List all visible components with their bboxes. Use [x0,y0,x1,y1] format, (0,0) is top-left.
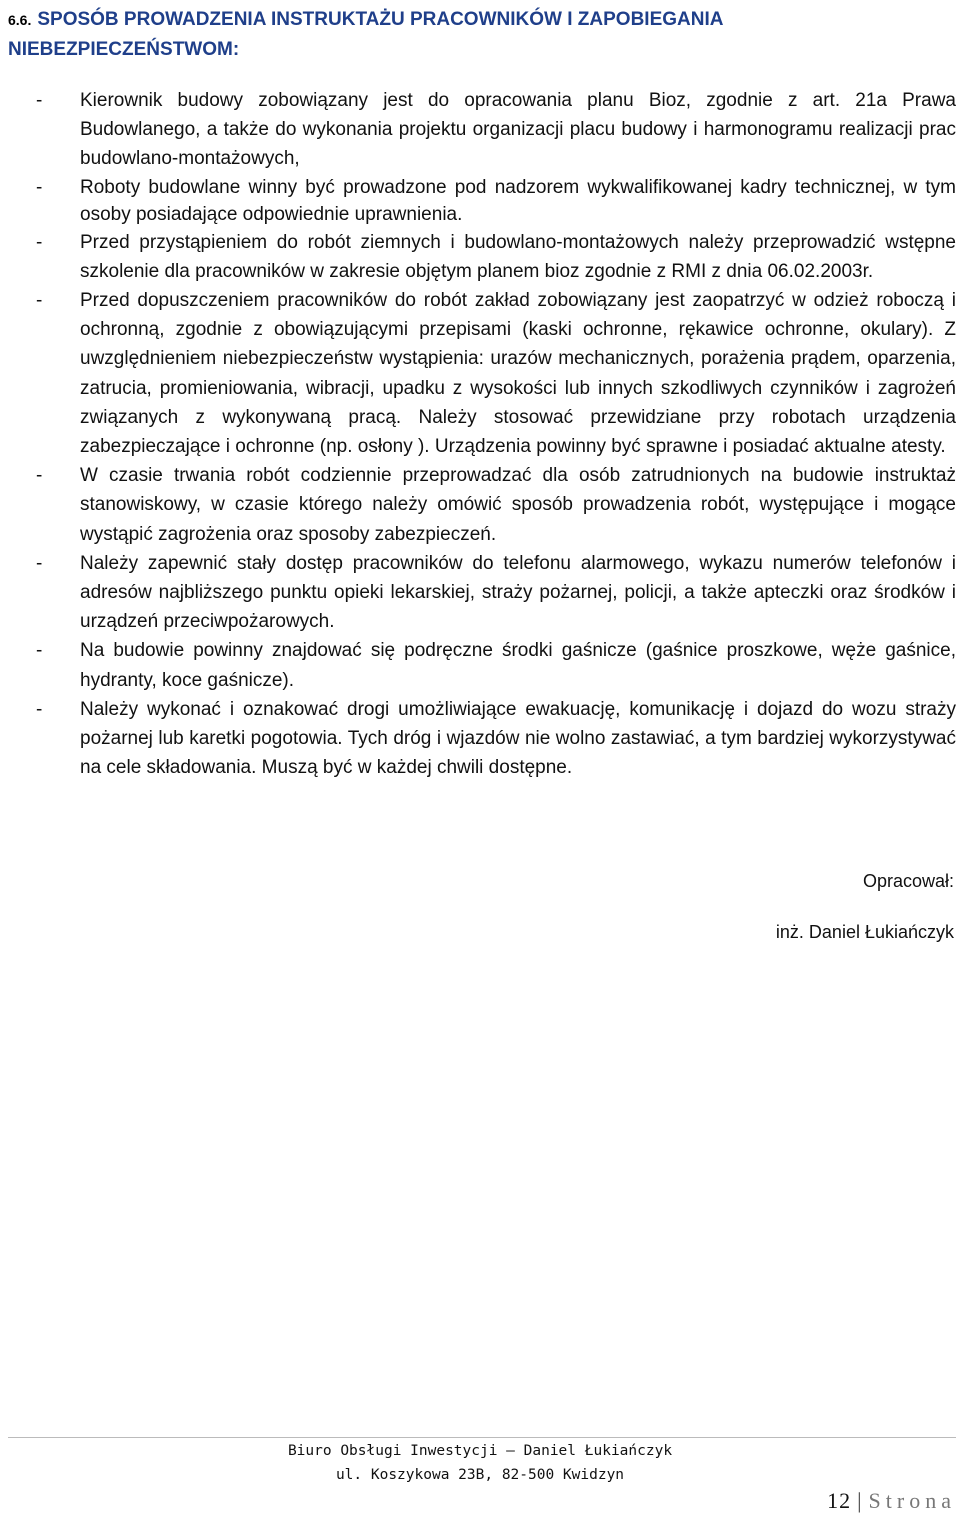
list-item-text: Przed przystąpieniem do robót ziemnych i budowlano-montażowych należy przeprowadzić wstępne szkolenie dla pracowników w zakresie objętym planem bioz zgodnie z RMI z dnia 06.02.2003r. [80,231,956,282]
section-title: SPOSÓB PROWADZENIA INSTRUKTAŻU PRACOWNIKÓW I ZAPOBIEGANIA NIEBEZPIECZEŃSTWOM: [8,9,723,60]
footer-divider [8,1437,956,1438]
list-item-text: Roboty budowlane winny być prowadzone pod nadzorem wykwalifikowanej kadry technicznej, w tym osoby posiadające odpowiednie uprawnienia. [80,176,956,225]
list-item [36,286,956,461]
section-heading [8,5,956,64]
instruction-list [36,86,956,782]
list-item-text: Kierownik budowy zobowiązany jest do opracowania planu Bioz, zgodnie z art. 21a Prawa Budowlanego, a także do wykonania projektu organizacji placu budowy i harmonogramu realizacji prac budowlano-montażowych, [80,90,956,170]
list-item [36,695,956,783]
bullet-dash: - [36,90,43,111]
list-item [36,461,956,549]
section-number: 6.6. [8,12,32,28]
list-item [36,228,956,286]
bullet-dash: - [36,698,43,720]
list-item [36,86,956,174]
bullet-dash: - [36,290,43,312]
page-number-value: 12 [827,1488,852,1513]
page-word: Strona [868,1488,956,1513]
bullet-dash: - [36,640,43,662]
list-item-text: Należy zapewnić stały dostęp pracowników do telefonu alarmowego, wykazu numerów telefonów i adresów najbliższego punktu opieki lekarskiej, straży pożarnej, policji, a także apteczki oraz środków i urządzeń przeciwpożarowych. [80,552,956,633]
list-item-text: Na budowie powinny znajdować się podręczne środki gaśnicze (gaśnice proszkowe, węże gaśnice, hydranty, koce gaśnicze). [80,640,956,691]
list-item-text: Należy wykonać i oznakować drogi umożliwiające ewakuację, komunikację i dojazd do wozu straży pożarnej lub karetki pogotowia. Tych dróg i wjazdów nie wolno zastawiać, a tym bardziej wykorzystywać na cele składowania. Muszą być w każdej chwili dostępne. [80,698,956,779]
list-item [36,636,956,694]
footer-address: ul. Koszykowa 23B, 82-500 Kwidzyn [335,1467,625,1483]
bullet-dash: - [36,465,43,487]
list-item [36,549,956,637]
signature-name: inż. Daniel Łukiańczyk [775,922,954,942]
page-number [827,1488,956,1514]
bullet-dash: - [36,176,43,198]
signature-label: Opracował: [862,871,954,891]
page-separator: | [857,1488,863,1513]
bullet-dash: - [36,552,43,574]
footer-company: Biuro Obsługi Inwestycji – Daniel Łukiańczyk [287,1443,673,1459]
list-item-text: W czasie trwania robót codziennie przeprowadzać dla osób zatrudnionych na budowie instruktaż stanowiskowy, w czasie którego należy omówić sposób prowadzenia robót, występujące i mogące wystąpić zagrożenia oraz sposoby zabezpieczeń. [80,465,956,545]
list-item [36,174,956,228]
bullet-dash: - [36,231,43,253]
list-item-text: Przed dopuszczeniem pracowników do robót zakład zobowiązany jest zaopatrzyć w odzież roboczą i ochronną, zgodnie z obowiązującymi przepisami (kaski ochronne, rękawice ochronne, okulary). Z uwzględnieniem niebezpieczeństw wystąpienia: urazów mechanicznych, porażenia prądem, oparzenia, zatrucia, promieniowania, wibracji, upadku z wysokości lub innych szkodliwych czynników i zagrożeń związanych z wykonywaną pracą. Należy stosować przewidziane przy robotach urządzenia zabezpieczające i ochronne (np. osłony ). Urządzenia powinny być sprawne i posiadać aktualne atesty. [80,290,956,458]
